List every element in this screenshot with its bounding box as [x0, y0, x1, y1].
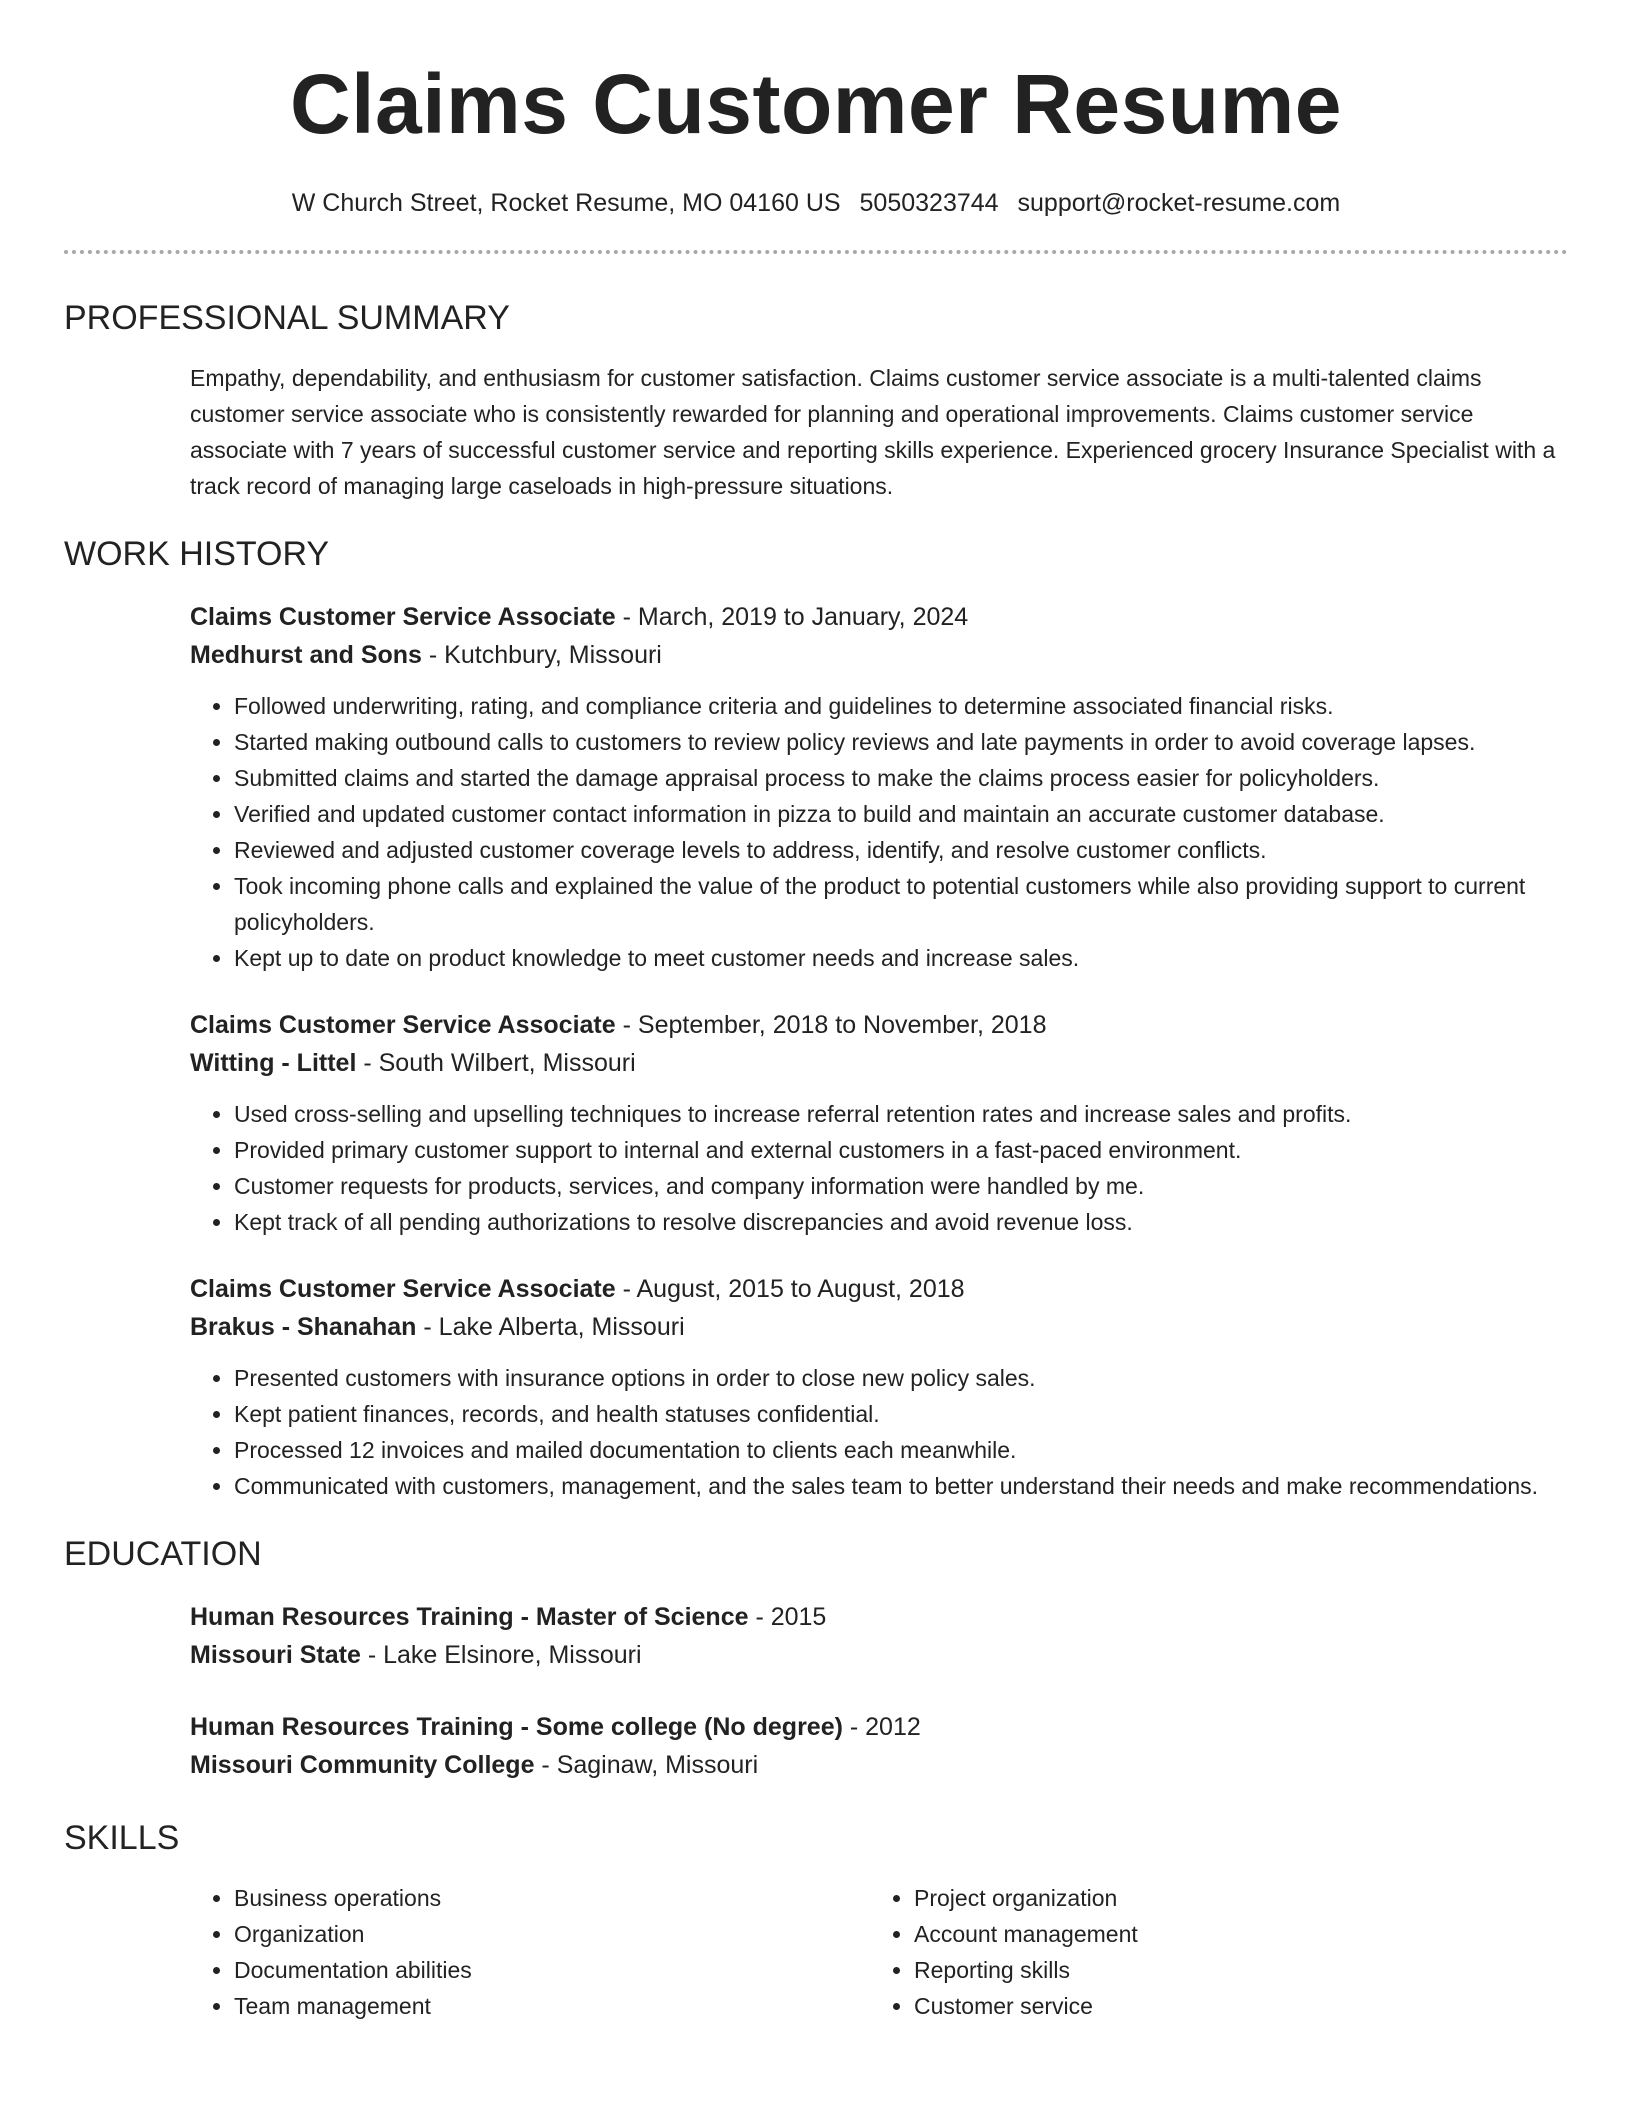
job-title: Claims Customer Service Associate [190, 1011, 616, 1039]
education-location: - Saginaw, Missouri [534, 1751, 759, 1779]
list-item: • Provided primary customer support to internal and external customers in a fast-paced environment. [234, 1132, 1568, 1168]
skill-item: • Organization [234, 1916, 870, 1952]
contact-line [64, 188, 1568, 218]
job-company: Medhurst and Sons [190, 641, 422, 669]
education-school-line [190, 1636, 1568, 1674]
skills-column-right [870, 1880, 1550, 2024]
contact-phone: 5050323744 [859, 189, 999, 217]
job-company-line [190, 636, 1568, 674]
job-title: Claims Customer Service Associate [190, 1275, 616, 1303]
education-school-line [190, 1746, 1568, 1784]
list-item: • Kept up to date on product knowledge to meet customer needs and increase sales. [234, 940, 1568, 976]
list-item: • Customer requests for products, services, and company information were handled by me. [234, 1168, 1568, 1204]
skills-heading: SKILLS [64, 1819, 180, 1857]
education-degree: Human Resources Training - Some college (No degree) [190, 1713, 843, 1741]
education-entry [190, 1598, 1568, 1674]
list-item: • Submitted claims and started the damage appraisal process to make the claims process easier for policyholders. [234, 760, 1568, 796]
list-item: • Followed underwriting, rating, and compliance criteria and guidelines to determine associated financial risks. [234, 688, 1568, 724]
job-company-line [190, 1308, 1568, 1346]
job-bullets [190, 688, 1568, 976]
job-location: - Kutchbury, Missouri [421, 641, 662, 669]
skill-item: • Account management [914, 1916, 1550, 1952]
list-item: • Used cross-selling and upselling techniques to increase referral retention rates and increase sales and profits. [234, 1096, 1568, 1132]
job-title-line [190, 598, 1568, 636]
list-item: • Took incoming phone calls and explained the value of the product to potential customers while also providing support to current policyholders. [234, 868, 1568, 940]
skill-item: • Documentation abilities [234, 1952, 870, 1988]
list-item: • Verified and updated customer contact information in pizza to build and maintain an accurate customer database. [234, 796, 1568, 832]
education-location: - Lake Elsinore, Missouri [360, 1641, 642, 1669]
job-entry [190, 1270, 1568, 1504]
education-degree-line [190, 1598, 1568, 1636]
job-location: - South Wilbert, Missouri [356, 1049, 636, 1077]
job-location: - Lake Alberta, Missouri [416, 1313, 685, 1341]
list-item: • Presented customers with insurance options in order to close new policy sales. [234, 1360, 1568, 1396]
resume-page [64, 0, 1568, 2024]
job-company: Brakus - Shanahan [190, 1313, 417, 1341]
job-company: Witting - Littel [190, 1049, 357, 1077]
contact-email: support@rocket-resume.com [1017, 189, 1341, 217]
list-item: • Processed 12 invoices and mailed documentation to clients each meanwhile. [234, 1432, 1568, 1468]
job-dates: - August, 2015 to August, 2018 [615, 1275, 965, 1303]
skill-item: • Business operations [234, 1880, 870, 1916]
job-title: Claims Customer Service Associate [190, 603, 616, 631]
list-item: • Communicated with customers, management, and the sales team to better understand their needs and make recommendations. [234, 1468, 1568, 1504]
job-entry [190, 598, 1568, 976]
summary-text: Empathy, dependability, and enthusiasm for customer satisfaction. Claims customer service associate is a multi-talented claims customer service associate who is consistently rewarded for planning and operational improvements. Claims customer service associate with 7 years of successful customer service and reporting skills experience. Experienced grocery Insurance Specialist with a track record of managing large caseloads in high-pressure situations. [190, 365, 1556, 499]
education-entry [190, 1708, 1568, 1784]
skills-list [190, 1880, 1568, 2024]
skills-column-left [190, 1880, 870, 2024]
job-title-line [190, 1270, 1568, 1308]
skill-item: • Customer service [914, 1988, 1550, 2024]
education-school: Missouri Community College [190, 1751, 535, 1779]
job-bullets [190, 1360, 1568, 1504]
work-history-heading: WORK HISTORY [64, 535, 330, 573]
job-entry [190, 1006, 1568, 1240]
job-title-line [190, 1006, 1568, 1044]
list-item: • Reviewed and adjusted customer coverage levels to address, identify, and resolve customer conflicts. [234, 832, 1568, 868]
education-year: - 2015 [748, 1603, 827, 1631]
skill-item: • Project organization [914, 1880, 1550, 1916]
list-item: • Kept track of all pending authorizations to resolve discrepancies and avoid revenue loss. [234, 1204, 1568, 1240]
job-dates: - September, 2018 to November, 2018 [615, 1011, 1047, 1039]
education-heading: EDUCATION [64, 1535, 262, 1573]
skill-item: • Reporting skills [914, 1952, 1550, 1988]
contact-address: W Church Street, Rocket Resume, MO 04160 US [291, 189, 841, 217]
list-item: • Kept patient finances, records, and health statuses confidential. [234, 1396, 1568, 1432]
skill-item: • Team management [234, 1988, 870, 2024]
education-year: - 2012 [842, 1713, 921, 1741]
list-item: • Started making outbound calls to customers to review policy reviews and late payments in order to avoid coverage lapses. [234, 724, 1568, 760]
job-company-line [190, 1044, 1568, 1082]
education-degree: Human Resources Training - Master of Science [190, 1603, 749, 1631]
header-divider [64, 250, 1568, 254]
job-bullets [190, 1096, 1568, 1240]
resume-title: Claims Customer Resume [289, 57, 1343, 151]
summary-heading: PROFESSIONAL SUMMARY [64, 299, 510, 337]
job-dates: - March, 2019 to January, 2024 [615, 603, 969, 631]
education-school: Missouri State [190, 1641, 361, 1669]
education-degree-line [190, 1708, 1568, 1746]
